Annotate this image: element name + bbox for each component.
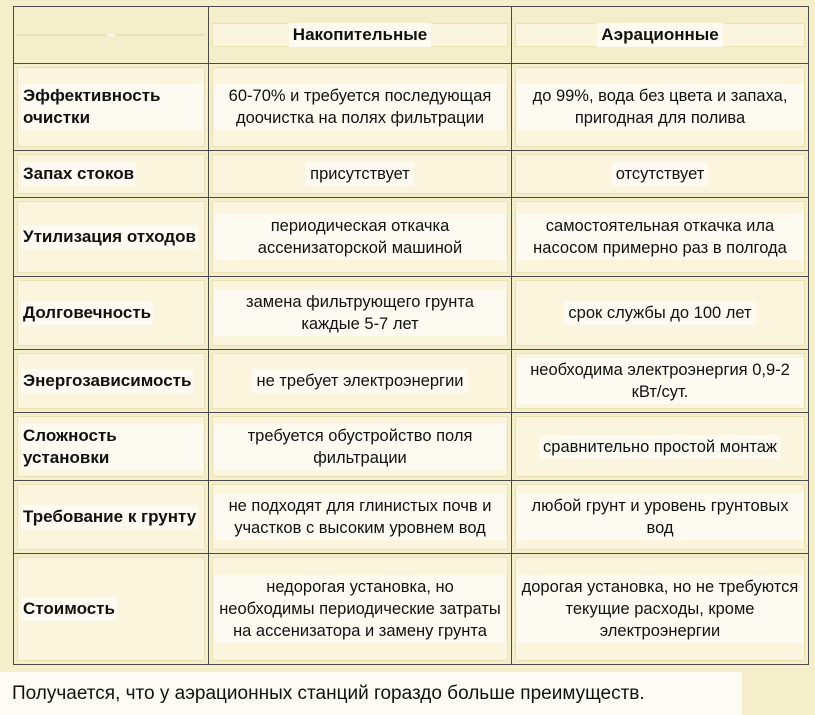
row-label: Эффективность очистки: [21, 84, 203, 130]
row-label: Запах стоков: [21, 162, 136, 186]
table-header-row: [14, 7, 809, 64]
cumulative-value: периодическая откачка ассенизаторской машиной: [214, 214, 506, 260]
header-empty-label: [107, 34, 115, 36]
aeration-value: самостоятельная откачка ила насосом примерно раз в полгода: [517, 214, 803, 260]
header-aeration-label: Аэрационные: [597, 23, 723, 47]
aeration-value: любой грунт и уровень грунтовых вод: [517, 494, 803, 540]
comparison-table: [13, 6, 809, 665]
aeration-value: срок службы до 100 лет: [564, 301, 755, 325]
aeration-value: необходима электроэнергия 0,9-2 кВт/сут.: [517, 358, 803, 404]
row-label: Энергозависимость: [21, 369, 193, 393]
table-row: [14, 151, 809, 198]
header-cumulative-label: Накопительные: [289, 23, 431, 47]
table-row: [14, 413, 809, 481]
table-row: [14, 277, 809, 350]
aeration-value: до 99%, вода без цвета и запаха, пригодная для полива: [517, 84, 803, 130]
cumulative-value: не подходят для глинистых почв и участков с высоким уровнем вод: [214, 494, 506, 540]
cumulative-value: 60-70% и требуется последующая доочистка на полях фильтрации: [214, 84, 506, 130]
aeration-value: дорогая установка, но не требуются текущие расходы, кроме электроэнергии: [517, 575, 803, 643]
header-aeration: [512, 7, 809, 64]
header-cumulative: [209, 7, 512, 64]
table-row: [14, 481, 809, 554]
row-label: Требование к грунту: [21, 505, 198, 529]
cumulative-value: недорогая установка, но необходимы периодические затраты на ассенизатора и замену грунта: [214, 575, 506, 643]
table-row: [14, 198, 809, 277]
conclusion-text: Получается, что у аэрационных станций гораздо больше преимуществ.: [0, 672, 742, 715]
cumulative-value: замена фильтрующего грунта каждые 5-7 лет: [214, 290, 506, 336]
table-row: [14, 554, 809, 665]
row-label: Утилизация отходов: [21, 225, 198, 249]
aeration-value: сравнительно простой монтаж: [539, 435, 781, 459]
row-label: Стоимость: [21, 597, 117, 621]
table-row: [14, 350, 809, 413]
row-label: Сложность установки: [21, 424, 203, 470]
cumulative-value: требуется обустройство поля фильтрации: [214, 424, 506, 470]
cumulative-value: не требует электроэнергии: [252, 369, 467, 393]
header-empty-cell: [14, 7, 209, 64]
table-row: [14, 64, 809, 151]
cumulative-value: присутствует: [306, 162, 414, 186]
row-label: Долговечность: [21, 301, 153, 325]
aeration-value: отсутствует: [612, 162, 709, 186]
